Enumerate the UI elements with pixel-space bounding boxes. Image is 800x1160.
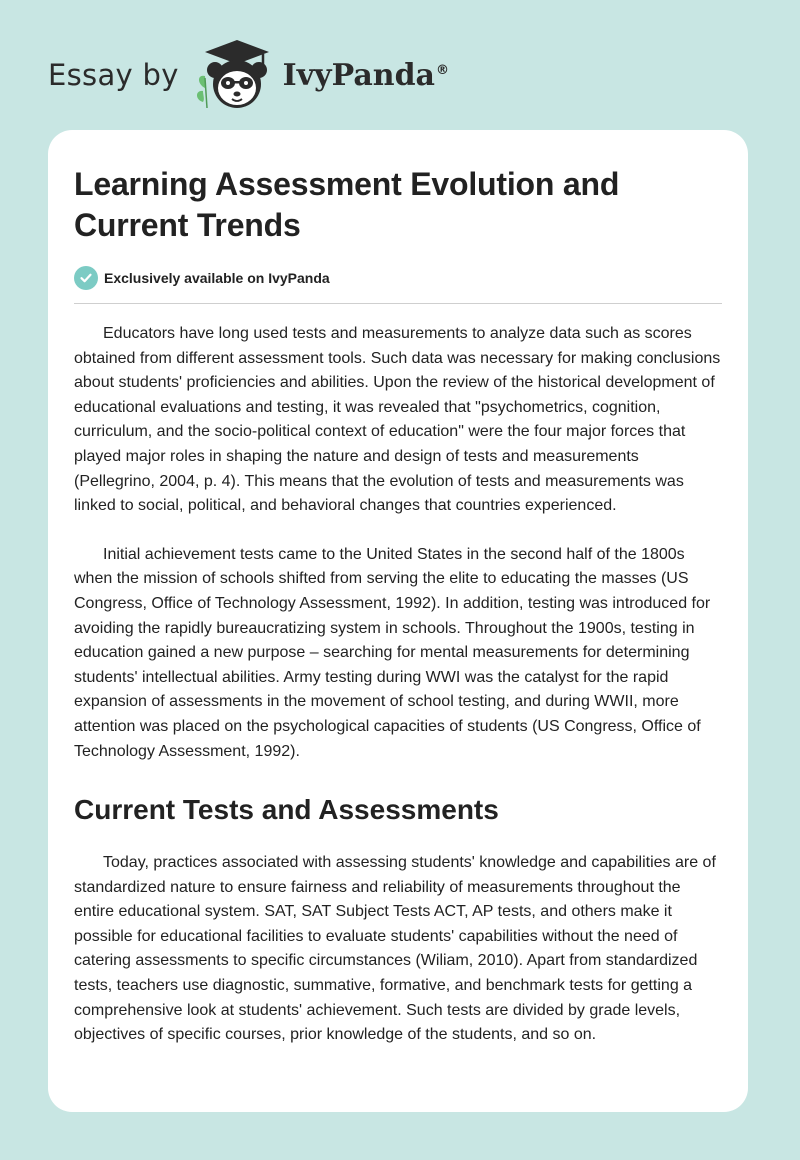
checkmark-icon [79, 271, 93, 285]
exclusive-badge [74, 266, 722, 304]
brand-prefix: Essay by [48, 58, 179, 92]
check-circle-icon [74, 266, 98, 290]
registered-mark: ® [436, 62, 449, 78]
panda-logo-icon [193, 36, 279, 112]
paragraph-2: Initial achievement tests came to the United States in the second half of the 1800s when the mission of schools shifted from serving the elite to educating the masses (US Congress, Office of Technology Assessment, 1992). In addition, testing was introduced for avoiding the rapidly bureaucratizing system in schools. Throughout the 1900s, testing in education gained a new purpose – searching for mental measurements for determining students' intellectual abilities. Army testing during WWI was the catalyst for the rapid expansion of assessments in the movement of school testing, and during WWII, more attention was placed on the psychological capacities of students (US Congress, Office of Technology Assessment, 1992). [74, 545, 711, 760]
section-heading: Current Tests and Assessments [74, 794, 499, 826]
paragraph-1: Educators have long used tests and measurements to analyze data such as scores obtained from different assessment tools. Such data was necessary for making conclusions about students' proficiencies and abilities. Upon the review of the historical development of educational evaluations and testing, it was revealed that "psychometrics, cognition, curriculum, and the socio-political context of education" were the four major forces that played major roles in shaping the nature and design of tests and measurements (Pellegrino, 2004, p. 4). This means that the evolution of tests and measurements was linked to social, political, and behavioral changes that countries experienced. [74, 325, 721, 515]
brand-name-text: IvyPanda [282, 57, 435, 93]
section-paragraph-1: Today, practices associated with assessing students' knowledge and capabilities are of standardized nature to ensure fairness and reliability of measurements throughout the entire educational system. SAT, SAT Subject Tests ACT, AP tests, and others make it possible for educational facilities to evaluate students' capabilities without the need of catering assessments to specific circumstances (Wiliam, 2010). Apart from standardized tests, teachers use diagnostic, summative, formative, and benchmark tests for getting a comprehensive look at students' achievement. Such tests are divided by grade levels, objectives of specific courses, prior knowledge of the students, and so on. [74, 854, 716, 1044]
exclusive-label: Exclusively available on IvyPanda [104, 270, 330, 286]
brand-header[interactable] [48, 34, 449, 114]
essay-card [48, 130, 748, 1112]
essay-title: Learning Assessment Evolution and Current Trends [74, 166, 620, 243]
brand-name [283, 58, 449, 93]
